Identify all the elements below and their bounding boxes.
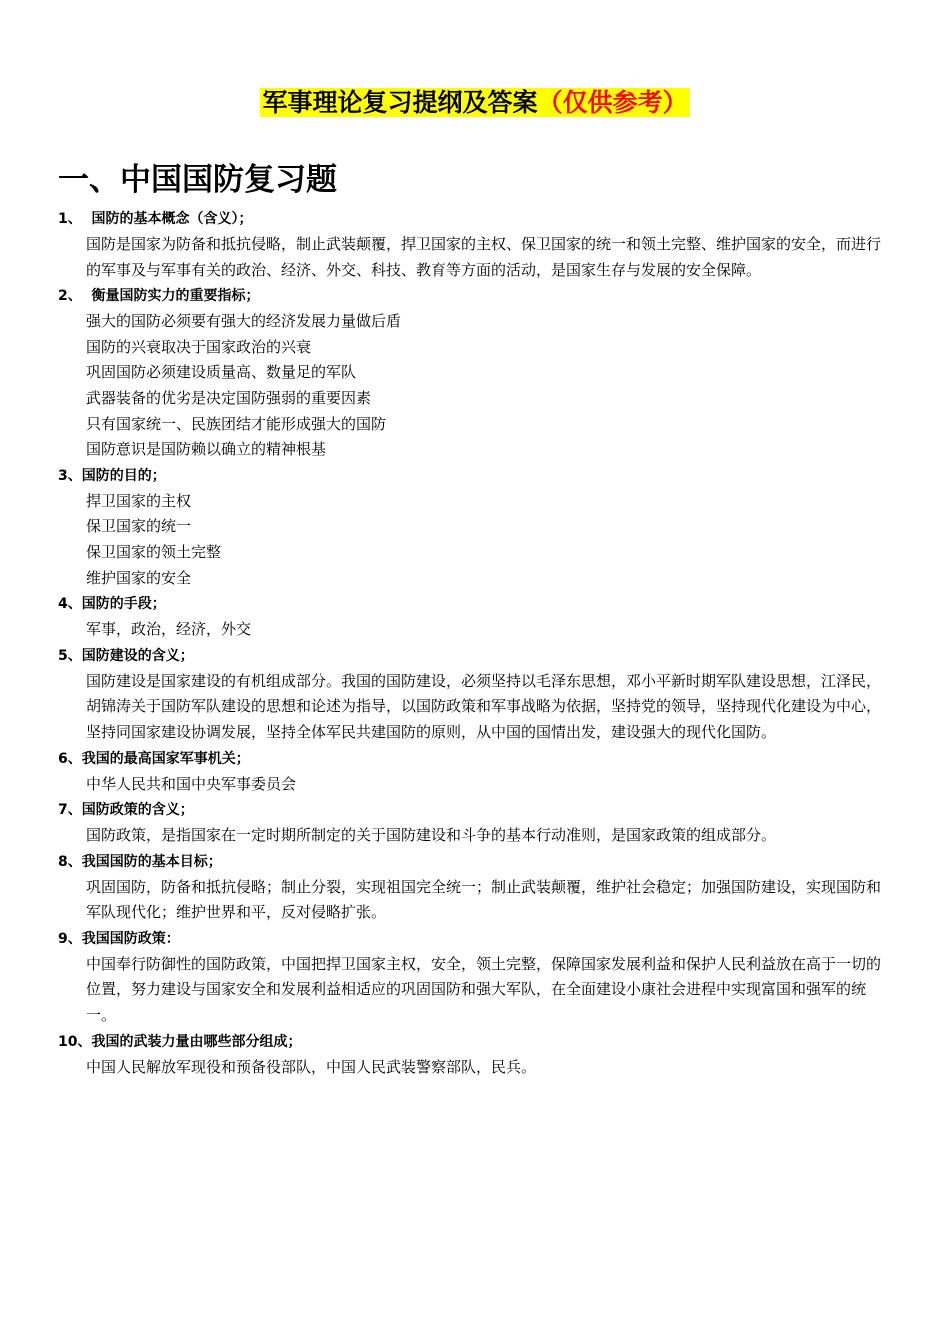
answer-line: 中国奉行防御性的国防政策，中国把捍卫国家主权，安全，领土完整，保障国家发展利益和保护人民利益放在高于一切的位置，努力建设与国家安全和发展利益相适应的巩固国防和强大军队，在全面建设小康社会进程中实现富国和强军的统一。 [86,954,882,1025]
document-title [0,86,950,120]
question-item [58,206,894,283]
answer-line: 保卫国家的领土完整 [86,542,222,561]
question-text: 我国国防的基本目标； [81,853,222,870]
question-text: 我国国防政策： [81,930,180,947]
question-heading [58,849,894,875]
question-number: 1、 [58,211,87,227]
question-text: 衡量国防实力的重要指标； [86,288,260,305]
question-number: 5、 [58,647,82,664]
answer-line: 巩固国防必须建设质量高、数量足的军队 [86,363,357,382]
question-list [58,206,894,1080]
title-note: （仅供参考） [537,88,688,117]
question-heading [58,283,894,309]
answer-block [58,1055,894,1081]
answer-block [58,823,894,849]
question-number: 2、 [58,288,87,305]
question-item [58,591,894,643]
answer-line: 中华人民共和国中央军事委员会 [86,774,297,793]
question-text: 国防的基本概念（含义）； [86,211,253,227]
question-number: 7、 [58,802,82,819]
question-heading [58,926,894,952]
question-text: 国防的目的； [81,467,166,484]
answer-line: 捍卫国家的主权 [86,491,192,510]
answer-block [58,232,894,283]
answer-line: 军事，政治，经济，外交 [86,620,252,639]
section-heading: 一、中国国防复习题 [58,162,337,198]
answer-block [58,875,894,926]
answer-line: 强大的国防必须要有强大的经济发展力量做后盾 [86,312,402,331]
question-heading [58,206,894,232]
answer-block [58,489,894,591]
question-text: 我国的最高国家军事机关； [81,750,250,767]
answer-block [58,309,894,463]
answer-block [58,772,894,798]
title-main: 军事理论复习提纲及答案 [262,88,538,117]
answer-line: 国防的兴衰取决于国家政治的兴衰 [86,337,312,356]
answer-line: 国防建设是国家建设的有机组成部分。我国的国防建设，必须坚持以毛泽东思想，邓小平新时期军队建设思想，江泽民，胡锦涛关于国防军队建设的思想和论述为指导，以国防政策和军事战略为依据，坚持党的领导，坚持现代化建设为中心，坚持同国家建设协调发展，坚持全体军民共建国防的原则，从中国的国情出发，建设强大的现代化国防。 [86,671,882,741]
question-item [58,849,894,926]
question-heading [58,797,894,823]
answer-line: 国防是国家为防备和抵抗侵略，制止武装颠覆，捍卫国家的主权、保卫国家的统一和领土完整、维护国家的安全，而进行的军事及与军事有关的政治、经济、外交、科技、教育等方面的活动，是国家生存与发展的安全保障。 [86,235,882,279]
answer-block [58,952,894,1029]
question-text: 国防的手段； [81,596,166,613]
question-heading [58,591,894,617]
question-text: 国防建设的含义； [81,647,194,664]
question-number: 9、 [58,930,82,947]
answer-block [58,669,894,746]
question-item [58,463,894,591]
answer-line: 国防政策，是指国家在一定时期所制定的关于国防建设和斗争的基本行动准则，是国家政策的组成部分。 [86,826,777,845]
question-text: 国防政策的含义； [81,802,194,819]
question-item [58,1029,894,1081]
question-item [58,283,894,463]
question-number: 3、 [58,467,82,484]
answer-line: 国防意识是国防赖以确立的精神根基 [86,440,327,459]
question-heading [58,463,894,489]
answer-line: 只有国家统一、民族团结才能形成强大的国防 [86,414,387,433]
question-number: 10、 [58,1033,92,1050]
answer-line: 保卫国家的统一 [86,517,192,536]
question-text: 我国的武装力量由哪些部分组成； [91,1033,302,1050]
question-number: 6、 [58,750,82,767]
question-heading [58,643,894,669]
question-item [58,926,894,1029]
question-item [58,643,894,746]
question-number: 8、 [58,853,82,870]
question-item [58,797,894,849]
answer-line: 武器装备的优劣是决定国防强弱的重要因素 [86,388,372,407]
answer-line: 中国人民解放军现役和预备役部队，中国人民武装警察部队，民兵。 [86,1057,537,1076]
question-heading [58,746,894,772]
question-heading [58,1029,894,1055]
title-highlight [260,88,689,117]
question-number: 4、 [58,596,82,613]
answer-block [58,617,894,643]
answer-line: 维护国家的安全 [86,568,192,587]
answer-line: 巩固国防，防备和抵抗侵略；制止分裂，实现祖国完全统一；制止武装颠覆，维护社会稳定；加强国防建设，实现国防和军队现代化；维护世界和平，反对侵略扩张。 [86,877,882,922]
question-item [58,746,894,798]
